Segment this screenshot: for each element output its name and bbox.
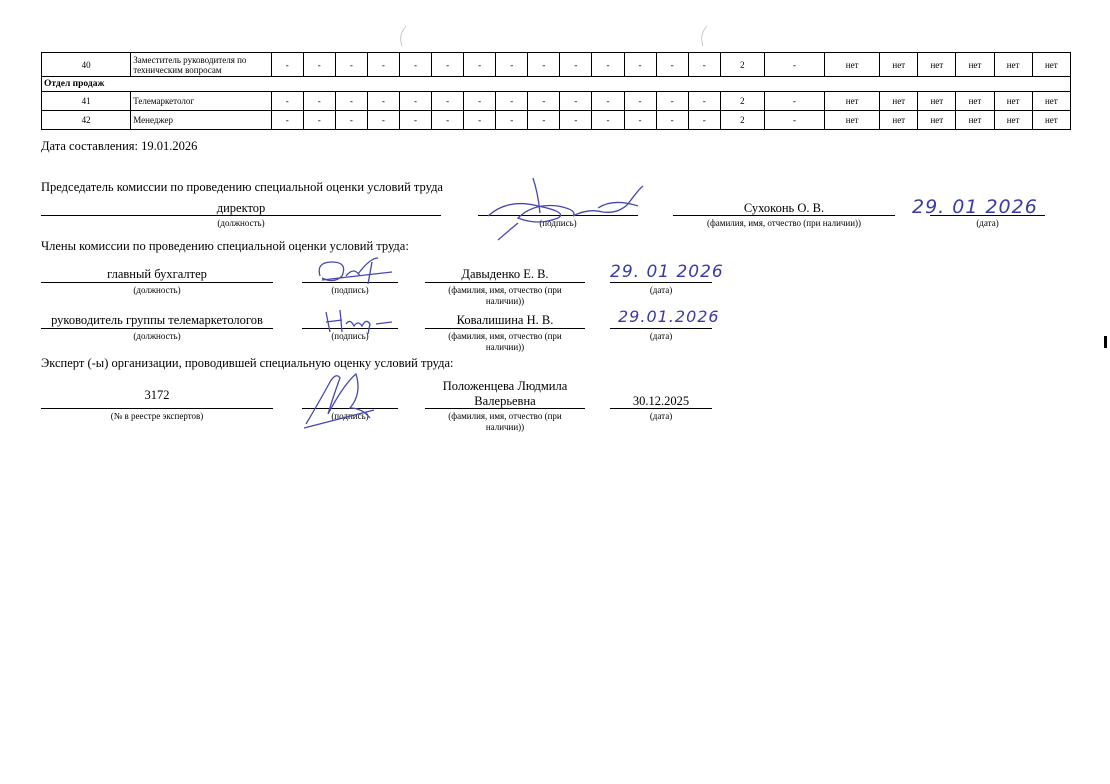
table-cell: - (335, 111, 367, 130)
table-cell: - (624, 92, 656, 111)
table-cell: 2 (720, 92, 764, 111)
table-cell: - (303, 111, 335, 130)
table-cell: - (592, 92, 624, 111)
chairman-name-caption: (фамилия, имя, отчество (при наличии)) (706, 218, 862, 228)
table-cell: нет (918, 53, 956, 77)
member-2-name-caption-2: наличии)) (485, 342, 525, 352)
expert-signature-caption: (подпись) (331, 411, 369, 421)
table-cell: нет (918, 92, 956, 111)
table-cell: - (496, 92, 528, 111)
workplace-number: 41 (42, 92, 131, 111)
expert-registry-number: 3172 (144, 388, 170, 402)
table-cell: - (399, 92, 431, 111)
member-1-date-caption: (дата) (649, 285, 673, 295)
table-cell: нет (956, 111, 994, 130)
compilation-date (41, 139, 197, 154)
table-section-row (42, 77, 1071, 92)
members-heading: Члены комиссии по проведению специальной оценки условий труда: (41, 239, 409, 253)
workplace-name: Заместитель руководителя по техническим вопросам (131, 53, 271, 77)
table-cell: - (496, 53, 528, 77)
expert-signature (300, 364, 380, 434)
table-cell: нет (1032, 92, 1070, 111)
member-1-position-line (41, 282, 273, 283)
table-cell: - (560, 53, 592, 77)
member-2-name: Ковалишина Н. В. (456, 313, 554, 327)
table-cell: - (656, 111, 688, 130)
table-cell: - (688, 111, 720, 130)
table-cell: - (335, 92, 367, 111)
member-1-position-caption: (должность) (133, 285, 181, 295)
table-cell: нет (918, 111, 956, 130)
chairman-position-caption: (должность) (217, 218, 265, 228)
table-cell: нет (880, 92, 918, 111)
table-cell: - (399, 53, 431, 77)
table-cell: - (688, 53, 720, 77)
member-1-name: Давыденко Е. В. (461, 267, 549, 281)
scan-artifact-left (396, 25, 408, 47)
table-cell: - (367, 92, 399, 111)
chairman-position-line (41, 215, 441, 216)
member-2-date-caption: (дата) (649, 331, 673, 341)
table-cell: - (688, 92, 720, 111)
sout-results-table (41, 52, 1071, 130)
compilation-date-value: 19.01.2026 (141, 139, 198, 153)
table-cell: нет (994, 111, 1032, 130)
expert-registry-caption: (№ в реестре экспертов) (110, 411, 204, 421)
workplace-number: 42 (42, 111, 131, 130)
workplace-number: 40 (42, 53, 131, 77)
member-1-name-caption-1: (фамилия, имя, отчество (при (448, 285, 562, 295)
table-cell: нет (1032, 53, 1070, 77)
member-1-date-line (610, 282, 712, 283)
member-2-date-line (610, 328, 712, 329)
table-cell: - (432, 92, 464, 111)
table-row (42, 53, 1071, 77)
expert-name-line (425, 408, 585, 409)
table-cell: нет (825, 53, 880, 77)
table-cell: - (656, 53, 688, 77)
table-cell: - (560, 92, 592, 111)
expert-date-caption: (дата) (649, 411, 673, 421)
chairman-date-handwritten: 29. 01 2026 (912, 196, 1038, 218)
scan-edge-mark (1104, 336, 1107, 348)
table-cell: - (335, 53, 367, 77)
chairman-signature-caption: (подпись) (539, 218, 577, 228)
table-cell: - (764, 111, 824, 130)
workplace-name: Менеджер (131, 111, 271, 130)
table-cell: - (432, 53, 464, 77)
table-cell: нет (825, 92, 880, 111)
table-row (42, 111, 1071, 130)
table-cell: - (560, 111, 592, 130)
table-cell: - (464, 92, 496, 111)
expert-name-caption-1: (фамилия, имя, отчество (при (448, 411, 562, 421)
chairman-name: Сухоконь О. В. (743, 201, 825, 215)
table-cell: - (528, 92, 560, 111)
member-1-name-caption-2: наличии)) (485, 296, 525, 306)
table-cell: нет (956, 92, 994, 111)
scan-artifact-right (697, 25, 709, 47)
table-cell: - (528, 111, 560, 130)
member-1-date-handwritten: 29. 01 2026 (610, 262, 724, 282)
table-cell: - (764, 92, 824, 111)
table-cell: - (528, 53, 560, 77)
table-cell: нет (994, 53, 1032, 77)
table-cell: - (367, 53, 399, 77)
member-2-signature-caption: (подпись) (331, 331, 369, 341)
table-cell: нет (825, 111, 880, 130)
table-cell: нет (1032, 111, 1070, 130)
member-1-signature (312, 254, 402, 288)
member-2-name-caption-1: (фамилия, имя, отчество (при (448, 331, 562, 341)
expert-name-line-2: Валерьевна (474, 394, 536, 408)
table-cell: - (271, 111, 303, 130)
chairman-heading: Председатель комиссии по проведению специальной оценки условий труда (41, 180, 443, 194)
table-cell: - (592, 53, 624, 77)
table-cell: 2 (720, 53, 764, 77)
expert-registry-line (41, 408, 273, 409)
compilation-date-label: Дата составления: (41, 139, 138, 153)
chairman-position: директор (216, 201, 266, 215)
member-2-date-handwritten: 29.01.2026 (618, 307, 720, 326)
table-cell: - (496, 111, 528, 130)
table-cell: нет (994, 92, 1032, 111)
table-cell: - (764, 53, 824, 77)
section-title: Отдел продаж (42, 77, 1071, 92)
member-1-name-line (425, 282, 585, 283)
table-cell: нет (956, 53, 994, 77)
member-2-name-line (425, 328, 585, 329)
chairman-name-line (673, 215, 895, 216)
table-cell: - (464, 111, 496, 130)
table-cell: - (271, 53, 303, 77)
table-cell: 2 (720, 111, 764, 130)
table-cell: - (367, 111, 399, 130)
expert-date-line (610, 408, 712, 409)
member-2-position-line (41, 328, 273, 329)
table-cell: - (271, 92, 303, 111)
expert-heading: Эксперт (-ы) организации, проводившей специальную оценку условий труда: (41, 356, 454, 370)
expert-date: 30.12.2025 (632, 394, 690, 408)
table-cell: - (303, 92, 335, 111)
workplace-name: Телемаркетолог (131, 92, 271, 111)
member-1-position: главный бухгалтер (107, 267, 207, 281)
table-cell: - (624, 111, 656, 130)
table-cell: нет (880, 111, 918, 130)
table-cell: - (303, 53, 335, 77)
member-1-signature-caption: (подпись) (331, 285, 369, 295)
table-cell: - (399, 111, 431, 130)
table-row (42, 92, 1071, 111)
table-cell: - (432, 111, 464, 130)
chairman-date-caption: (дата) (976, 218, 999, 228)
chairman-signature (478, 168, 658, 243)
table-cell: нет (880, 53, 918, 77)
expert-name-caption-2: наличии)) (485, 422, 525, 432)
chairman-date-line (930, 215, 1045, 216)
member-2-position-caption: (должность) (133, 331, 181, 341)
expert-name-line-1: Положенцева Людмила (442, 379, 568, 393)
member-2-position: руководитель группы телемаркетологов (51, 313, 263, 327)
member-2-signature (322, 306, 397, 336)
table-cell: - (592, 111, 624, 130)
table-cell: - (624, 53, 656, 77)
table-cell: - (464, 53, 496, 77)
table-cell: - (656, 92, 688, 111)
